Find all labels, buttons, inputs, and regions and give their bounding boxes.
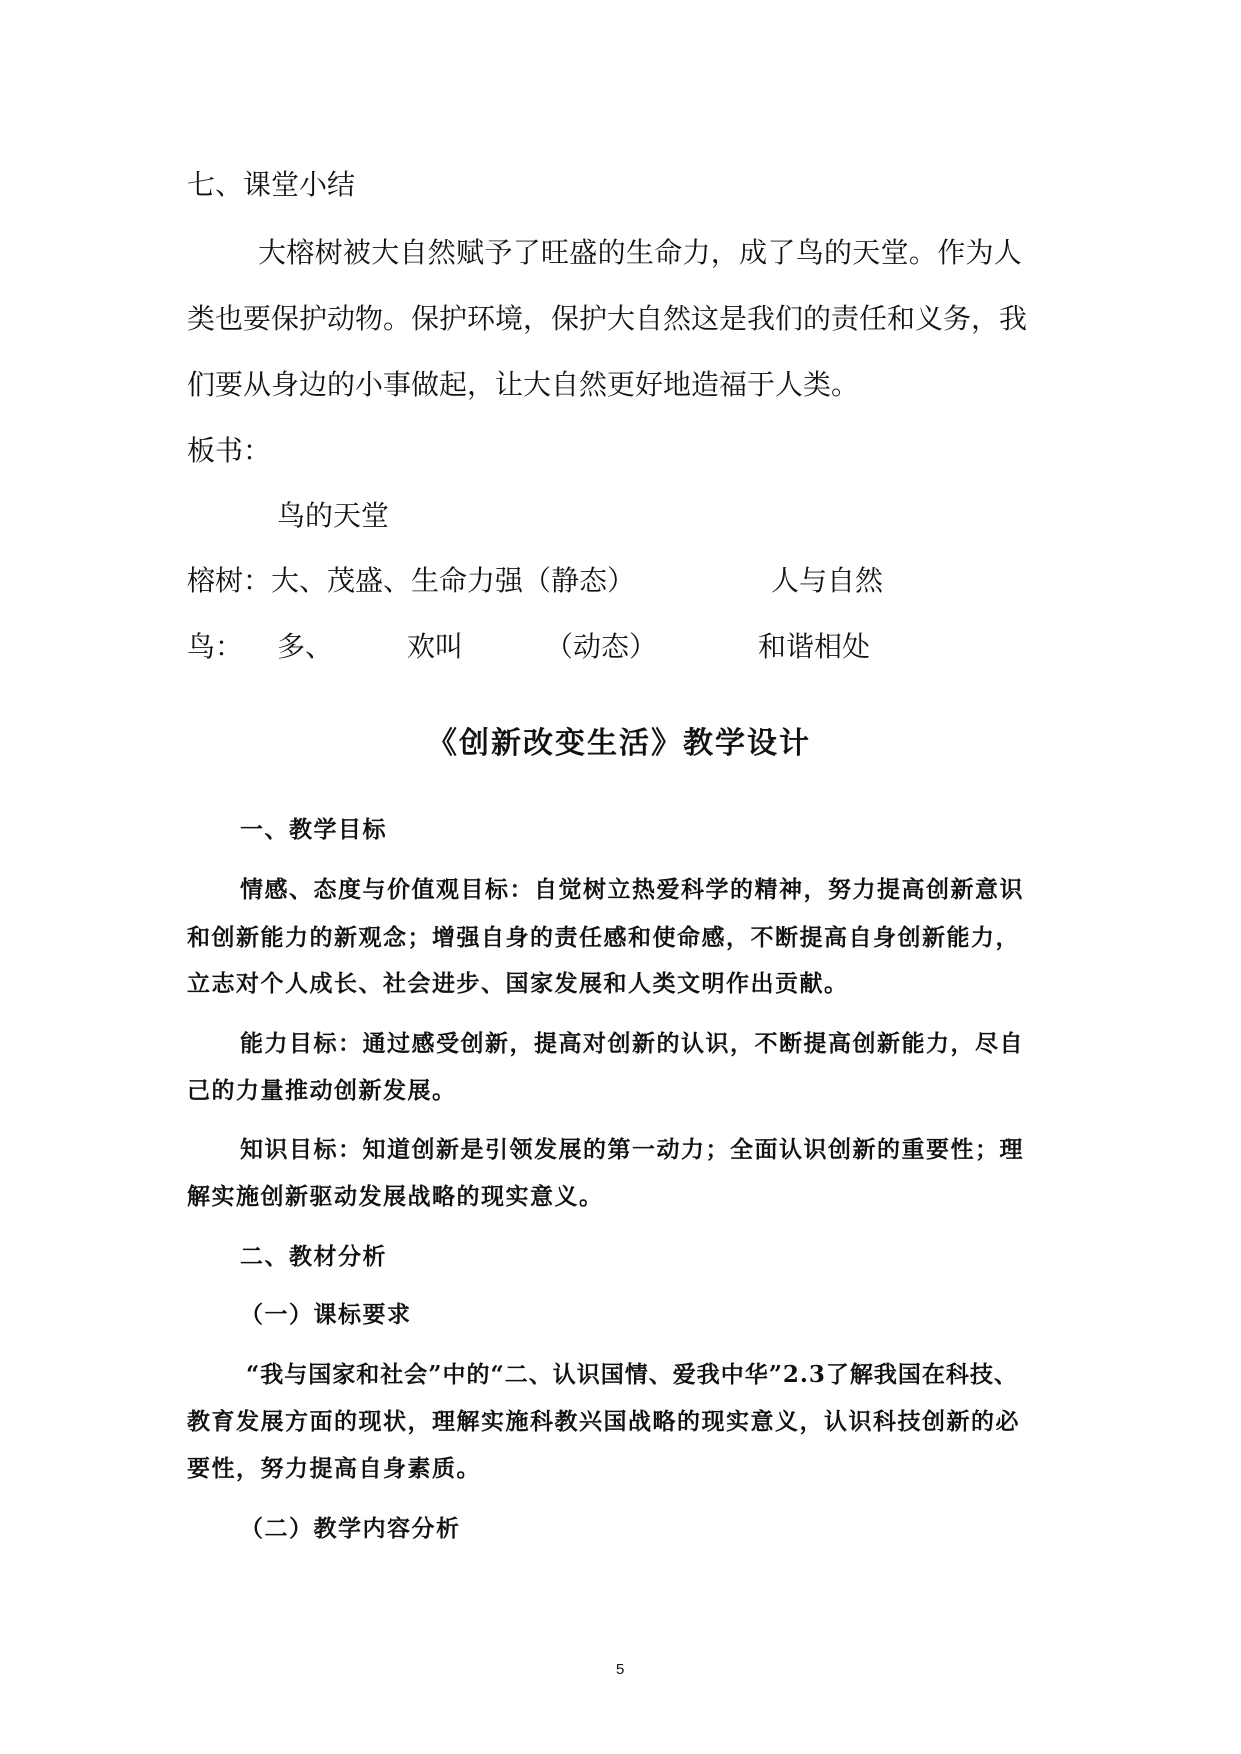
heading-content-analysis: （二）教学内容分析 (240, 1515, 461, 1542)
board-row2-dynamic: （动态） (545, 630, 658, 663)
goal-emotion-line-2: 和创新能力的新观念；增强自身的责任感和使命感，不断提高自身创新能力， (187, 924, 1020, 951)
goal-ability-line-2: 己的力量推动创新发展。 (187, 1077, 457, 1104)
goal-knowledge-line-1: 知识目标：知道创新是引领发展的第一动力；全面认识创新的重要性；理 (240, 1136, 1024, 1163)
summary-line-3: 们要从身边的小事做起，让大自然更好地造福于人类。 (187, 368, 860, 401)
heading-teaching-goals: 一、教学目标 (240, 816, 387, 843)
goal-emotion-line-1: 情感、态度与价值观目标：自觉树立热爱科学的精神，努力提高创新意识 (240, 876, 1024, 903)
summary-line-1: 大榕树被大自然赋予了旺盛的生命力，成了鸟的天堂。作为人 (258, 236, 1023, 269)
board-row2-many: 多、 (277, 630, 334, 663)
board-row1-left: 榕树：大、茂盛、生命力强（静态） (187, 564, 636, 597)
standard-line-2: 教育发展方面的现状，理解实施科教兴国战略的现实意义，认识科技创新的必 (187, 1408, 1020, 1435)
page-number: 5 (616, 1661, 625, 1678)
section-heading-summary: 七、课堂小结 (187, 168, 356, 201)
standard-line-1: “我与国家和社会”中的“二、认识国情、爱我中华”2.3了解我国在科技、 (246, 1361, 1018, 1388)
goal-knowledge-line-2: 解实施创新驱动发展战略的现实意义。 (187, 1183, 604, 1210)
board-row2-harmony: 和谐相处 (758, 630, 871, 663)
board-row2-label: 鸟： (187, 630, 244, 663)
heading-material-analysis: 二、教材分析 (240, 1243, 387, 1270)
board-title: 鸟的天堂 (277, 499, 390, 532)
board-label: 板书： (187, 434, 272, 467)
summary-line-2: 类也要保护动物。保护环境，保护大自然这是我们的责任和义务，我 (187, 302, 1028, 335)
goal-emotion-line-3: 立志对个人成长、社会进步、国家发展和人类文明作出贡献。 (187, 970, 849, 997)
board-row1-right: 人与自然 (771, 564, 884, 597)
document-title: 《创新改变生活》教学设计 (427, 726, 811, 761)
heading-curriculum-requirements: （一）课标要求 (240, 1301, 412, 1328)
board-row2-chirp: 欢叫 (407, 630, 464, 663)
standard-line-3: 要性，努力提高自身素质。 (187, 1455, 481, 1482)
goal-ability-line-1: 能力目标：通过感受创新，提高对创新的认识，不断提高创新能力，尽自 (240, 1030, 1024, 1057)
